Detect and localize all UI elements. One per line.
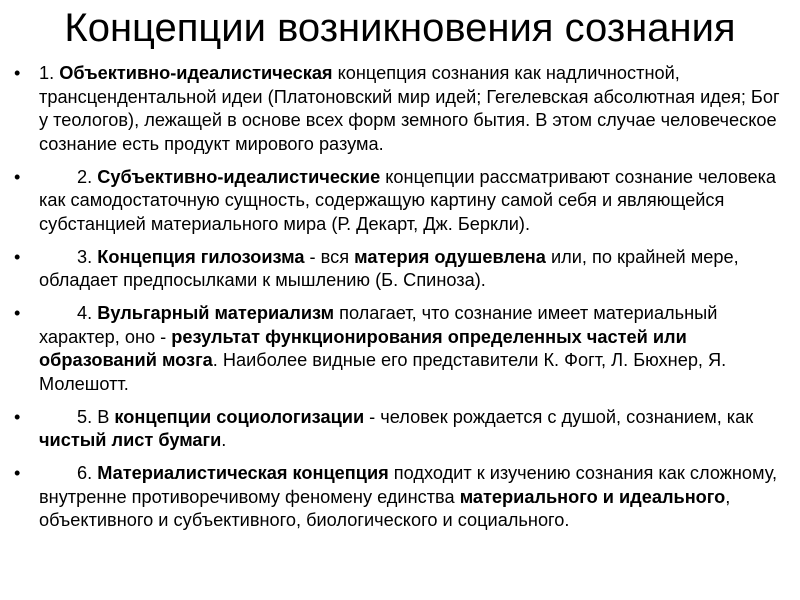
list-item xyxy=(14,302,790,396)
bold-term: чистый лист бумаги xyxy=(39,430,222,450)
list-item xyxy=(14,462,790,533)
list-item xyxy=(14,406,790,453)
text-segment: или, по крайней мере, обладает предпосылками к мышлению (Б. Спиноза). xyxy=(39,246,739,290)
text-segment: , объективного и субъективного, биологического и социального. xyxy=(39,486,731,530)
text-segment: . Наиболее видные его представители К. Фогт, Л. Бюхнер, Я. Молешотт. xyxy=(39,350,727,394)
bullet-icon: • xyxy=(14,166,21,187)
text-segment: 5. В xyxy=(77,406,115,427)
bullet-icon: • xyxy=(14,303,21,323)
bold-term: результат функционирования определенных частей или образований мозга xyxy=(39,326,687,370)
text-segment: концепции рассматривают сознание человека как самодостаточную сущность, содержащую картину самой себя и являющейся субстанцией материального мира (Р. Декарт, Дж. Беркли). xyxy=(39,166,777,234)
text-segment: 2. xyxy=(77,166,98,187)
text-segment: полагает, что сознание имеет материальный характер, оно - xyxy=(39,303,718,347)
bold-term: концепции социологизации xyxy=(114,406,365,427)
text-segment: - вся xyxy=(304,246,355,267)
bullet-icon: • xyxy=(14,63,21,83)
text-segment: 1. xyxy=(39,63,60,83)
text-segment: 3. xyxy=(77,246,98,267)
list-item xyxy=(14,62,790,156)
text-segment: 6. xyxy=(77,463,98,483)
bold-term: материального и идеального xyxy=(459,486,726,507)
bold-term: Концепция гилозоизма xyxy=(97,246,305,267)
list-item xyxy=(14,246,790,293)
text-segment: подходит к изучению сознания как сложному, внутренне противоречивому феномену единства xyxy=(39,463,778,507)
text-segment: 4. xyxy=(77,303,98,323)
bullet-icon: • xyxy=(14,246,21,267)
bullet-icon: • xyxy=(14,406,21,427)
bold-term: Субъективно-идеалистические xyxy=(97,166,381,187)
slide-title: Концепции возникновения сознания xyxy=(64,6,736,50)
text-segment: . xyxy=(221,430,227,450)
bold-term: Вульгарный материализм xyxy=(97,303,335,323)
bold-term: Объективно-идеалистическая xyxy=(59,63,333,83)
list-item xyxy=(14,166,790,237)
text-segment: концепция сознания как надличностной, трансцендентальной идеи (Платоновский мир идей; Гегелевская абсолютная идея; Бог у теологов), лежащей в основе всех форм земного бытия. В этом случае человеческое сознание есть продукт мирового разума. xyxy=(39,63,780,154)
bold-term: материя одушевлена xyxy=(354,246,546,267)
text-segment: - человек рождается с душой, сознанием, как xyxy=(364,406,754,427)
bullet-list xyxy=(14,62,790,542)
bold-term: Материалистическая концепция xyxy=(97,463,389,483)
bullet-icon: • xyxy=(14,463,21,483)
